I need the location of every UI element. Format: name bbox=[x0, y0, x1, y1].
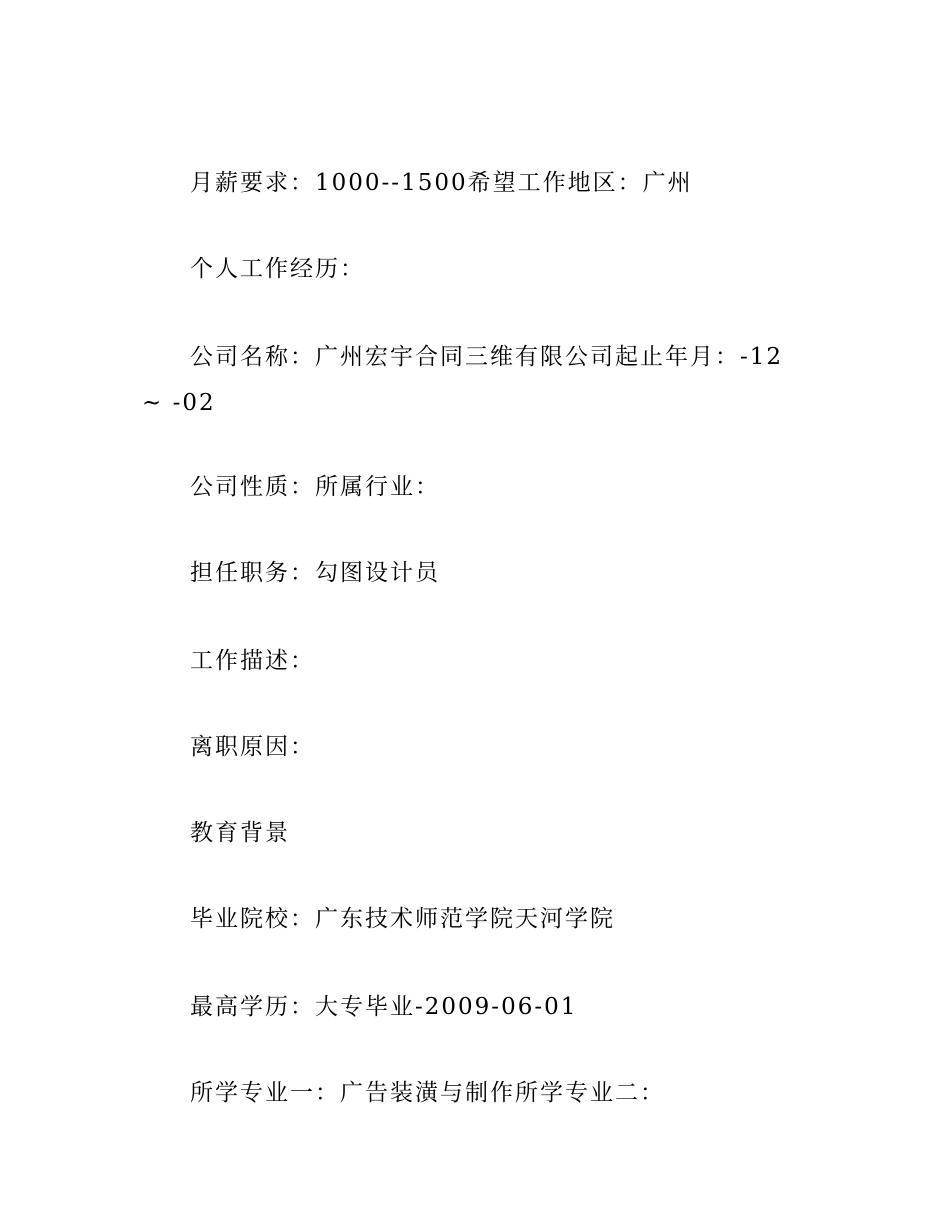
company-name-line: 公司名称：广州宏宇合同三维有限公司起止年月：-12 ~ -02 bbox=[142, 344, 784, 416]
graduate-school-line: 毕业院校：广东技术师范学院天河学院 bbox=[190, 906, 615, 932]
company-nature-line: 公司性质：所属行业： bbox=[190, 474, 440, 500]
leaving-reason-line: 离职原因： bbox=[190, 734, 315, 760]
position-line: 担任职务：勾图设计员 bbox=[190, 560, 440, 586]
work-experience-heading: 个人工作经历： bbox=[190, 256, 365, 282]
major-line: 所学专业一：广告装潢与制作所学专业二： bbox=[190, 1080, 665, 1106]
job-description-line: 工作描述： bbox=[190, 648, 315, 674]
education-heading: 教育背景 bbox=[190, 820, 290, 846]
salary-and-location-line: 月薪要求：1000--1500希望工作地区：广州 bbox=[190, 170, 693, 196]
highest-degree-line: 最高学历：大专毕业-2009-06-01 bbox=[190, 994, 578, 1020]
